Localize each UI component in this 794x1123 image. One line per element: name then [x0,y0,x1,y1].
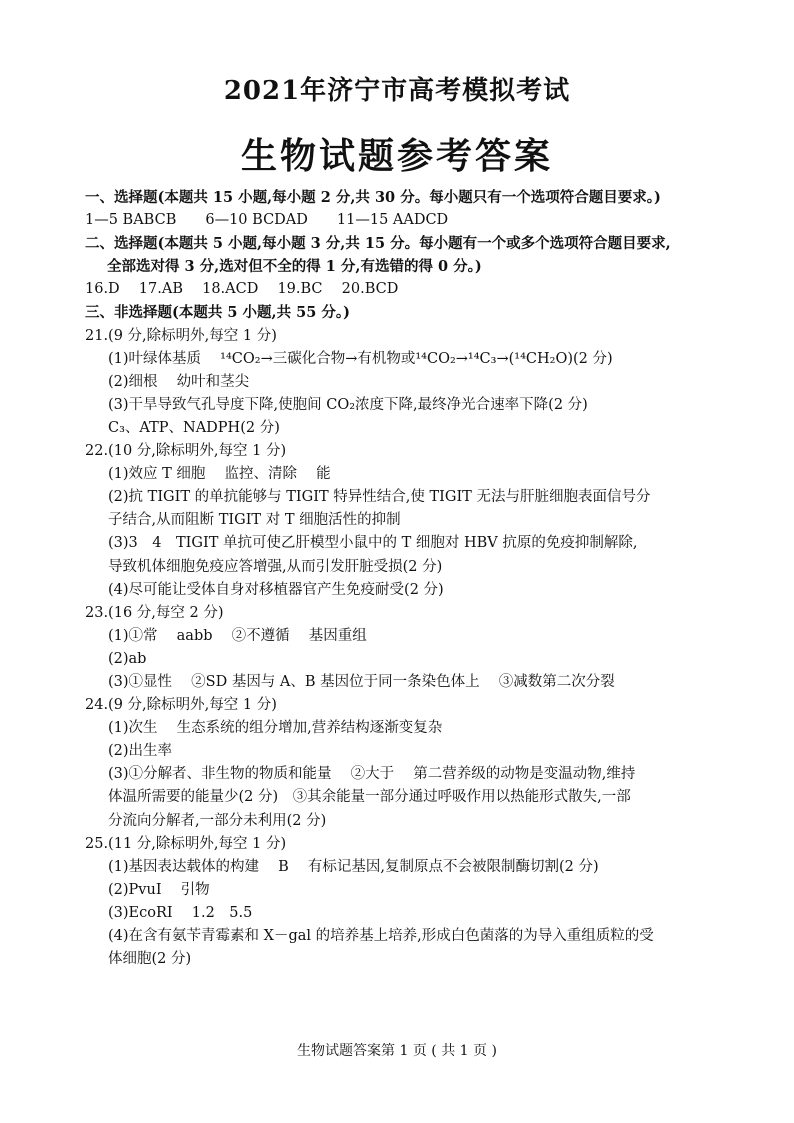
answer-key-title: 生物试题参考答案 [240,135,553,177]
answer-line: 导致机体细胞免疫应答增强,从而引发肝脏受损(2 分) [108,558,443,575]
exam-title: 2021年济宁市高考模拟考试 [223,76,571,106]
answer-line: 16.D 17.AB 18.ACD 19.BC 20.BCD [85,281,399,298]
answer-line: (2)出生率 [108,743,173,760]
section-2-heading: 二、选择题(本题共 5 小题,每小题 3 分,共 15 分。每小题有一个或多个选项符合题目要求, [85,235,671,253]
answer-line: 子结合,从而阻断 TIGIT 对 T 细胞活性的抑制 [108,512,401,529]
section-1-heading: 一、选择题(本题共 15 小题,每小题 2 分,共 30 分。每小题只有一个选项符合题目要求。) [85,189,661,206]
question-22-header: 22.(10 分,除标明外,每空 1 分) [85,443,287,460]
answer-body [85,186,725,971]
page-footer: 生物试题答案第 1 页 ( 共 1 页 ) [297,1043,497,1059]
question-23-header: 23.(16 分,每空 2 分) [85,604,224,621]
answer-line: (2)细根 幼叶和茎尖 [108,373,250,390]
answer-line: (1)①常 aabb ②不遵循 基因重组 [108,627,367,644]
answer-line: 1—5 BABCB 6—10 BCDAD 11—15 AADCD [85,212,449,229]
question-21-header: 21.(9 分,除标明外,每空 1 分) [85,327,277,344]
section-2-heading-cont: 全部选对得 3 分,选对但不全的得 1 分,有选错的得 0 分。) [107,258,482,276]
answer-line: (3)3 4 TIGIT 单抗可使乙肝模型小鼠中的 T 细胞对 HBV 抗原的免疫抑制解除, [108,535,638,552]
answer-line: (3)干旱导致气孔导度下降,使胞间 CO₂浓度下降,最终净光合速率下降(2 分) [108,396,588,413]
answer-line: (1)次生 生态系统的组分增加,营养结构逐渐变复杂 [108,720,443,737]
question-24-header: 24.(9 分,除标明外,每空 1 分) [85,697,277,714]
answer-line: (3)①显性 ②SD 基因与 A、B 基因位于同一条染色体上 ③减数第二次分裂 [108,673,615,690]
answer-line: (3)①分解者、非生物的物质和能量 ②大于 第二营养级的动物是变温动物,维持 [108,766,636,783]
answer-line: (3)EcoRⅠ 1.2 5.5 [108,904,253,921]
answer-line: (1)基因表达载体的构建 B 有标记基因,复制原点不会被限制酶切割(2 分) [108,858,599,875]
answer-line: 分流向分解者,一部分未利用(2 分) [108,812,327,829]
answer-line: (2)ab [108,650,147,667]
answer-line: (1)叶绿体基质 ¹⁴CO₂→三碳化合物→有机物或¹⁴CO₂→¹⁴C₃→(¹⁴CH₂O)(2 分) [108,350,613,367]
answer-line: C₃、ATP、NADPH(2 分) [108,419,280,436]
answer-line: (4)在含有氨苄青霉素和 X－gal 的培养基上培养,形成白色菌落的为导入重组质粒的受 [108,928,654,944]
question-25-header: 25.(11 分,除标明外,每空 1 分) [85,835,287,852]
answer-line: 体温所需要的能量少(2 分) ③其余能量一部分通过呼吸作用以热能形式散失,一部 [108,789,631,806]
answer-line: (1)效应 T 细胞 监控、清除 能 [108,466,331,483]
section-3-heading: 三、非选择题(本题共 5 小题,共 55 分。) [85,304,350,322]
answer-line: (2)抗 TIGIT 的单抗能够与 TIGIT 特异性结合,使 TIGIT 无法与肝脏细胞表面信号分 [108,489,651,506]
answer-line: 体细胞(2 分) [108,951,192,968]
answer-line: (2)PvuⅠ 引物 [108,881,210,898]
answer-line: (4)尽可能让受体自身对移植器官产生免疫耐受(2 分) [108,581,444,598]
